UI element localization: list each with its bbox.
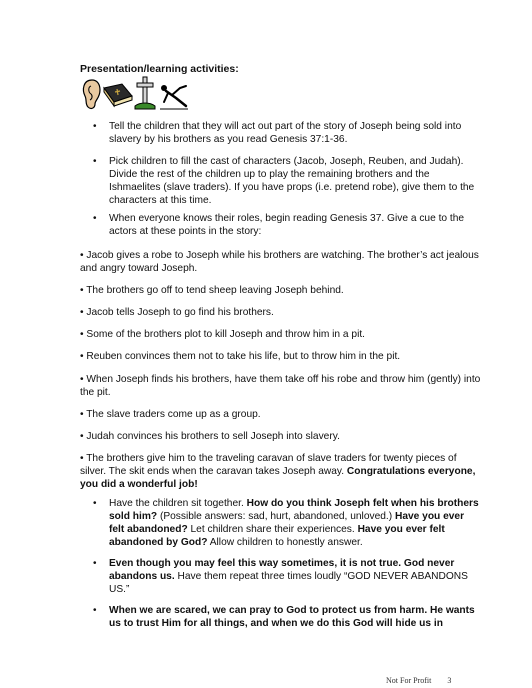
cue-paragraph: • Judah convinces his brothers to sell Joseph into slavery. (80, 431, 340, 442)
bullet-marker: • (93, 156, 97, 167)
bible-icon (104, 84, 132, 106)
movement-icon (160, 85, 188, 109)
bullet-marker: • (93, 121, 97, 132)
bullet-marker: • (93, 558, 97, 569)
section-heading: Presentation/learning activities: (80, 63, 239, 75)
page-footer (386, 676, 451, 685)
discussion-item: Have the children sit together. How do you think Joseph felt when his brothers sold him? (Possible answers: sad, hurt, abandoned, unloved.) Have you ever felt abandoned? Let children share their experiences. Have you ever felt abandoned by God? Allow children to honestly answer. (109, 498, 479, 548)
list-item: Tell the children that they will act out part of the story of Joseph being sold into slavery by his brothers as you read Genesis 37:1-36. (109, 121, 462, 145)
bullet-marker: • (93, 605, 97, 616)
bullet-marker: • (93, 213, 97, 224)
cue-paragraph: • Jacob gives a robe to Joseph while his brothers are watching. The brother’s act jealous and angry toward Joseph. (80, 250, 479, 274)
activity-icons (80, 76, 190, 112)
cue-paragraph: • When Joseph finds his brothers, have them take off his robe and throw him (gently) into the pit. (80, 374, 481, 398)
never-abandons-item: Even though you may feel this way sometimes, it is not true. God never abandons us. Have them repeat three times loudly “GOD NEVER ABANDONS US.” (109, 558, 468, 595)
cue-paragraph: • Some of the brothers plot to kill Joseph and throw him in a pit. (80, 329, 366, 340)
final-cue-paragraph: • The brothers give him to the traveling caravan of slave traders for twenty pieces of silver. The skit ends when the caravan takes Joseph away. Congratulations everyone, you did a wonderful job! (80, 453, 476, 490)
ear-icon (83, 80, 100, 108)
footer-label: Not For Profit (386, 676, 432, 685)
prayer-item: When we are scared, we can pray to God to protect us from harm. He wants us to trust Him for all things, and when we do this God will hide us in (109, 605, 475, 629)
cue-paragraph: • The slave traders come up as a group. (80, 409, 261, 420)
page-number: 3 (447, 676, 452, 685)
list-item: When everyone knows their roles, begin reading Genesis 37. Give a cue to the actors at these points in the story: (109, 213, 465, 237)
cue-paragraph: • Jacob tells Joseph to go find his brothers. (80, 307, 274, 318)
bullet-marker: • (93, 498, 97, 509)
cue-paragraph: • Reuben convinces them not to take his life, but to throw him in the pit. (80, 351, 401, 362)
cross-icon (135, 77, 155, 109)
list-item: Pick children to fill the cast of characters (Jacob, Joseph, Reuben, and Judah). Divide the rest of the children up to play the remaining brothers and the Ishmaelites (slave traders). If you have props (i.e. pretend robe), give them to the characters at this time. (109, 156, 475, 206)
cue-paragraph: • The brothers go off to tend sheep leaving Joseph behind. (80, 285, 344, 296)
